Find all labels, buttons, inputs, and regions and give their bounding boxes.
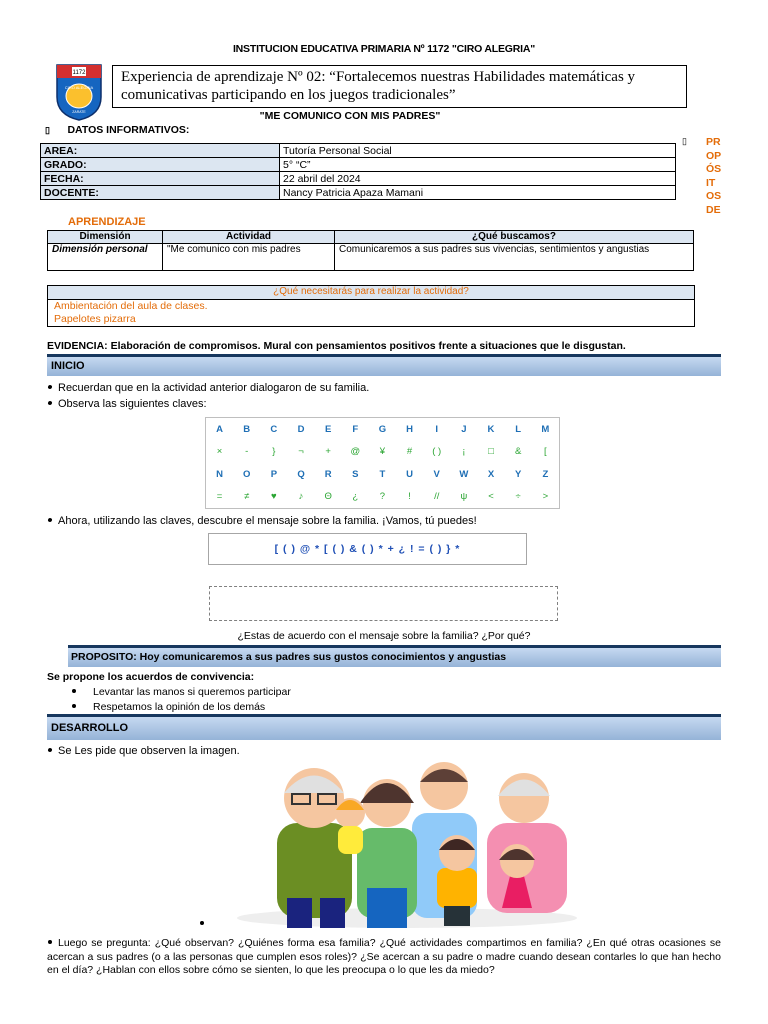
- list-item: Respetamos la opinión de los demás: [72, 701, 265, 713]
- area-label: AREA:: [41, 144, 280, 158]
- materials-header: ¿Qué necesitarás para realizar la actividad?: [48, 286, 694, 300]
- key-cell: M: [541, 423, 550, 435]
- table-row: [48, 244, 694, 271]
- key-cell: V: [433, 468, 440, 480]
- table-cell: Comunicaremos a sus padres sus vivencias, sentimientos y angustias: [335, 244, 694, 271]
- materials-box: [47, 285, 695, 327]
- table-cell: "Me comunico con mis padres: [163, 244, 335, 271]
- key-cell: B: [243, 423, 251, 435]
- key-cell: Q: [297, 468, 305, 480]
- table-row: [206, 463, 560, 485]
- key-cell: ≠: [244, 491, 250, 503]
- key-cell: D: [297, 423, 305, 435]
- coded-message: [ ( ) @ * [ ( ) & ( ) * + ¿ ! = ( ) } *: [208, 533, 527, 565]
- key-cell: T: [379, 468, 386, 480]
- table-row: [41, 158, 676, 172]
- key-cell: F: [352, 423, 359, 435]
- table-cell: Dimensión personal: [48, 244, 163, 271]
- key-cell: J: [461, 423, 467, 435]
- key-cell: ¥: [379, 446, 386, 458]
- key-cell: R: [324, 468, 332, 480]
- bullet-icon: [47, 384, 52, 389]
- bullet-icon: [47, 517, 52, 522]
- list-item: Observa las siguientes claves:: [47, 398, 207, 410]
- table-row: [41, 186, 676, 200]
- fecha-value: 22 abril del 2024: [280, 172, 676, 186]
- key-cell: <: [488, 491, 494, 503]
- key-cell: P: [270, 468, 278, 480]
- key-cell: &: [514, 446, 522, 458]
- experience-title: Experiencia de aprendizaje Nº 02: “Fortalecemos nuestras Habilidades matemáticas y comunicativas participando en los juegos tradicionales”: [112, 65, 687, 108]
- key-cell: I: [435, 423, 439, 435]
- list-item: Ahora, utilizando las claves, descubre el mensaje sobre la familia. ¡Vamos, tú puedes!: [47, 515, 477, 527]
- key-cell: !: [408, 491, 411, 503]
- key-cell: O: [243, 468, 251, 480]
- key-cell: @: [350, 446, 361, 458]
- key-cell: L: [515, 423, 522, 435]
- key-cell: □: [488, 446, 494, 458]
- desarrollo-heading: DESARROLLO: [47, 714, 721, 740]
- school-name: INSTITUCION EDUCATIVA PRIMARIA Nº 1172 "CIRO ALEGRIA": [232, 43, 536, 55]
- table-row: [41, 172, 676, 186]
- question-text: ¿Estas de acuerdo con el mensaje sobre la familia? ¿Por qué?: [237, 630, 531, 642]
- key-cell: ?: [379, 491, 386, 503]
- key-cell: X: [487, 468, 495, 480]
- docente-label: DOCENTE:: [41, 186, 280, 200]
- list-item: Se Les pide que observen la imagen.: [47, 745, 240, 757]
- key-cell: ψ: [460, 491, 468, 503]
- list-item: Ambientación del aula de clases.: [54, 300, 208, 312]
- square-bullet-icon: ▯: [682, 136, 687, 146]
- key-cell: ♪: [298, 491, 304, 503]
- grado-label: GRADO:: [41, 158, 280, 172]
- key-cell: ( ): [432, 446, 442, 458]
- code-keys-table: [205, 417, 560, 509]
- key-cell: U: [406, 468, 413, 480]
- key-cell: A: [216, 423, 224, 435]
- aprendizaje-label: APRENDIZAJE: [68, 216, 146, 228]
- session-subtitle: "ME COMUNICO CON MIS PADRES": [259, 110, 441, 122]
- family-illustration: [232, 758, 582, 933]
- key-cell: ¬: [298, 446, 304, 458]
- key-cell: ¿: [352, 491, 359, 503]
- bullet-icon: [72, 704, 76, 708]
- key-cell: K: [487, 423, 495, 435]
- table-row: [206, 485, 560, 508]
- svg-text:ZARATE: ZARATE: [72, 110, 86, 114]
- list-item: Papelotes pizarra: [54, 313, 136, 325]
- key-cell: H: [406, 423, 413, 435]
- key-cell: [: [544, 446, 547, 458]
- key-cell: N: [216, 468, 224, 480]
- table-row: [41, 144, 676, 158]
- bullet-icon: [47, 400, 52, 405]
- column-header: Actividad: [163, 231, 335, 244]
- square-bullet-icon: ▯: [45, 125, 50, 135]
- key-cell: Θ: [324, 491, 332, 503]
- aprendizaje-table: [47, 230, 694, 271]
- key-cell: S: [352, 468, 359, 480]
- key-cell: >: [542, 491, 549, 503]
- svg-text:1172: 1172: [72, 70, 86, 76]
- docente-value: Nancy Patricia Apaza Mamani: [280, 186, 676, 200]
- key-cell: +: [325, 446, 331, 458]
- area-value: Tutoría Personal Social: [280, 144, 676, 158]
- proposito-heading: PROPOSITO: Hoy comunicaremos a sus padres sus gustos conocimientos y angustias: [68, 645, 721, 667]
- info-table: [40, 143, 676, 200]
- key-cell: G: [378, 423, 387, 435]
- key-cell: ♥: [271, 491, 277, 503]
- key-cell: ¡: [462, 446, 466, 458]
- inicio-heading: INICIO: [47, 354, 721, 376]
- key-cell: W: [459, 468, 469, 480]
- table-row: [48, 231, 694, 244]
- key-cell: #: [406, 446, 413, 458]
- key-cell: ×: [216, 446, 223, 458]
- key-cell: -: [245, 446, 249, 458]
- key-cell: }: [272, 446, 276, 458]
- answer-field[interactable]: [209, 586, 558, 621]
- table-row: [206, 418, 560, 441]
- key-cell: C: [270, 423, 278, 435]
- bullet-icon: [200, 921, 204, 925]
- convivencia-title: Se propone los acuerdos de convivencia:: [47, 671, 255, 683]
- grado-value: 5° “C”: [280, 158, 676, 172]
- key-cell: E: [324, 423, 332, 435]
- svg-text:CIRO ALEGRIA: CIRO ALEGRIA: [64, 85, 94, 90]
- key-cell: ÷: [515, 491, 521, 503]
- list-item: Recuerdan que en la actividad anterior dialogaron de su familia.: [47, 382, 369, 394]
- evidencia-text: EVIDENCIA: Elaboración de compromisos. Mural con pensamientos positivos frente a situaciones que le disgustan.: [47, 340, 626, 352]
- key-cell: //: [434, 491, 440, 503]
- column-header: ¿Qué buscamos?: [335, 231, 694, 244]
- table-row: [206, 441, 560, 463]
- list-item: Levantar las manos si queremos participar: [72, 686, 291, 698]
- questions-paragraph: Luego se pregunta: ¿Qué observan? ¿Quiénes forma esa familia? ¿Qué actividades compartimos en familia? ¿En qué otras ocasiones se acercan a sus padres (o a las personas que cumplen esos roles)? ¿Se acercan a su padre o madre cuando desean contarles lo que han hecho en el día? ¿Hablan con ellos sobre cómo se sienten, lo que les preocupa o lo que les da miedo?: [47, 937, 721, 976]
- bullet-icon: [47, 747, 52, 752]
- bullet-icon: [48, 940, 52, 944]
- key-cell: =: [216, 491, 223, 503]
- proposito-side-text: PR OP ÓS IT OS DE: [706, 136, 722, 216]
- key-cell: Z: [542, 468, 549, 480]
- key-cell: Y: [514, 468, 522, 480]
- bullet-icon: [72, 689, 76, 693]
- column-header: Dimensión: [48, 231, 163, 244]
- fecha-label: FECHA:: [41, 172, 280, 186]
- datos-informativos-label: ▯ DATOS INFORMATIVOS:: [45, 124, 190, 136]
